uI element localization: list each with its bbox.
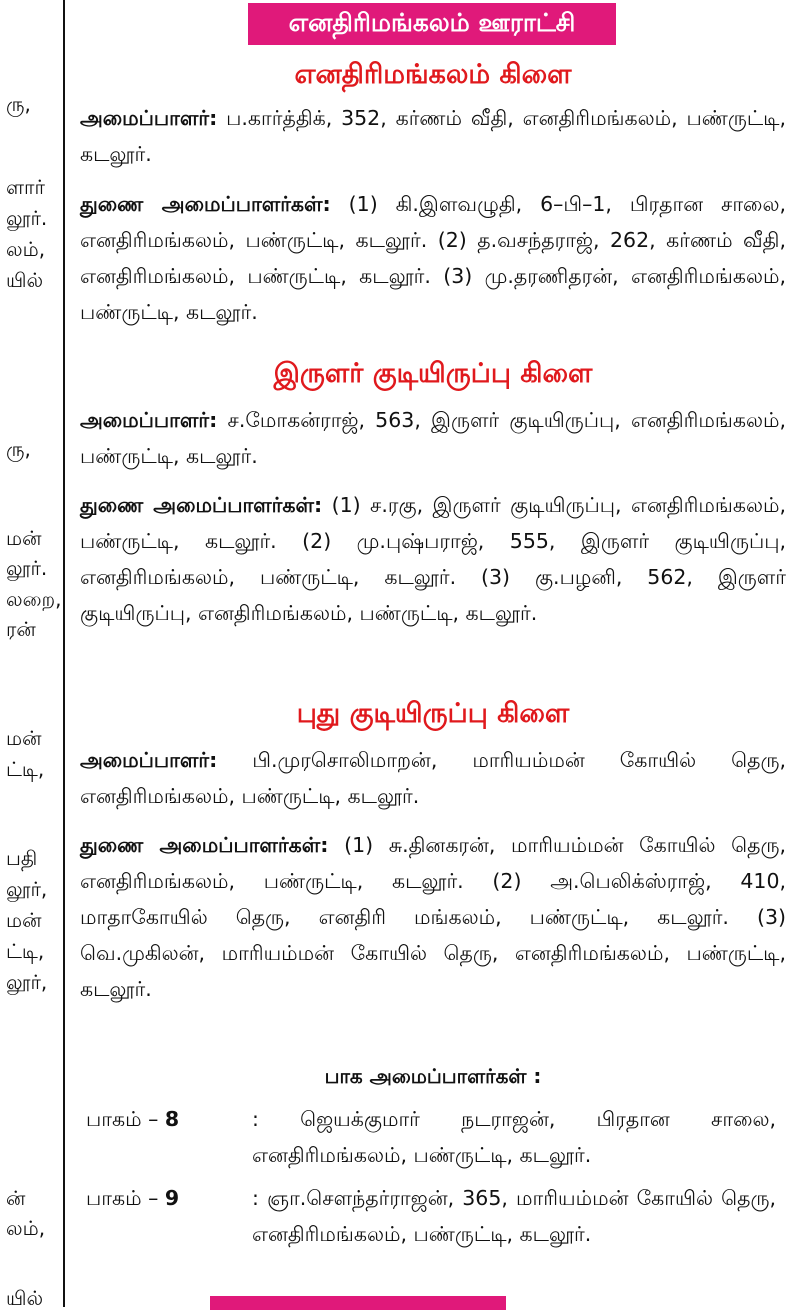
left-fragment: மன் [6,908,42,932]
section-title: இருளர் குடியிருப்பு கிளை [273,358,593,389]
deputies-label: துணை அமைப்பாளர்கள்: [80,493,323,517]
organizer-text: பி.முரசொலிமாறன், மாரியம்மன் கோயில் தெரு, எனதிரிமங்கலம், பண்ருட்டி, கடலூர். [80,748,786,808]
organizer-label: அமைப்பாளர்: [80,748,218,772]
left-fragment: ரு, [6,92,31,116]
organizer-paragraph [80,100,786,172]
deputies-paragraph [80,487,786,631]
deputies-label: துணை அமைப்பாளர்கள்: [80,833,329,857]
left-fragment: ன் [6,1186,26,1210]
left-fragment: யில் [6,268,44,292]
organizer-label: அமைப்பாளர்: [80,106,218,130]
part-label-text: பாகம் – [86,1186,165,1210]
deputies-text: (1) கி.இளவழுதி, 6–பி–1, பிரதான சாலை, எனதிரிமங்கலம், பண்ருட்டி, கடலூர். (2) த.வசந்தராஜ், 262, கர்ணம் வீதி, எனதிரிமங்கலம், பண்ருட்டி, கடலூர். (3) மு.தரணிதரன், எனதிரிமங்கலம், பண்ருட்டி, கடலூர். [80,192,786,324]
left-fragment: ரன் [6,617,36,641]
organizer-text: ச.மோகன்ராஜ், 563, இருளர் குடியிருப்பு, எனதிரிமங்கலம், பண்ருட்டி, கடலூர். [80,408,786,468]
left-fragment: பதி [6,846,38,870]
left-fragment: லூர். [6,556,48,580]
parts-heading: பாக அமைப்பாளர்கள் : [324,1064,542,1088]
part-text: : ஜெயக்குமார் நடராஜன், பிரதான சாலை, எனதிரிமங்கலம், பண்ருட்டி, கடலூர். [252,1107,776,1167]
panchayat-banner: எனதிரிமங்கலம் ஊராட்சி [248,3,616,45]
left-fragment: ரு, [6,437,31,461]
deputies-paragraph [80,827,786,1007]
section-title: புது குடியிருப்பு கிளை [296,698,570,729]
deputies-paragraph [80,186,786,330]
organizer-text: ப.கார்த்திக், 352, கர்ணம் வீதி, எனதிரிமங்கலம், பண்ருட்டி, கடலூர். [80,106,786,166]
deputies-label: துணை அமைப்பாளர்கள்: [80,192,331,216]
article-column [80,0,786,1307]
left-fragment: லூர், [6,970,48,994]
part-label-text: பாகம் – [86,1107,165,1131]
column-divider [63,0,65,1307]
deputies-text: (1) சு.தினகரன், மாரியம்மன் கோயில் தெரு, எனதிரிமங்கலம், பண்ருட்டி, கடலூர். (2) அ.பெலிக்ஸ்ராஜ், 410, மாதாகோயில் தெரு, எனதிரி மங்கலம், பண்ருட்டி, கடலூர். (3) வெ.முகிலன், மாரியம்மன் கோயில் தெரு, எனதிரிமங்கலம், பண்ருட்டி, கடலூர். [80,833,786,1001]
part-label [86,1101,179,1137]
left-fragment: லம், [6,1216,46,1240]
organizer-paragraph [80,742,786,814]
part-number: 8 [164,1107,180,1131]
left-fragment: ட்டி, [6,939,45,963]
left-fragment: ளார் [6,175,45,199]
section-title: எனதிரிமங்கலம் கிளை [294,59,572,90]
part-text: : ஞா.சௌந்தர்ராஜன், 365, மாரியம்மன் கோயில் தெரு, எனதிரிமங்கலம், பண்ருட்டி, கடலூர். [252,1186,776,1246]
left-fragment: லூர், [6,877,48,901]
left-fragment: யில் [6,1286,44,1307]
left-fragment: மன் [6,526,42,550]
part-number: 9 [164,1186,180,1210]
left-fragment: மன் [6,726,42,750]
next-banner-edge [210,1296,506,1310]
part-label [86,1180,179,1216]
adjacent-column-fragment [0,0,62,1307]
left-fragment: லூர். [6,206,48,230]
left-fragment: லறை, [6,587,62,611]
left-fragment: ட்டி, [6,757,45,781]
organizer-paragraph [80,402,786,474]
organizer-label: அமைப்பாளர்: [80,408,218,432]
left-fragment: லம், [6,237,46,261]
deputies-text: (1) ச.ரகு, இருளர் குடியிருப்பு, எனதிரிமங்கலம், பண்ருட்டி, கடலூர். (2) மு.புஷ்பராஜ், 555, இருளர் குடியிருப்பு, எனதிரிமங்கலம், பண்ருட்டி, கடலூர். (3) கு.பழனி, 562, இருளர் குடியிருப்பு, எனதிரிமங்கலம், பண்ருட்டி, கடலூர். [80,493,786,625]
